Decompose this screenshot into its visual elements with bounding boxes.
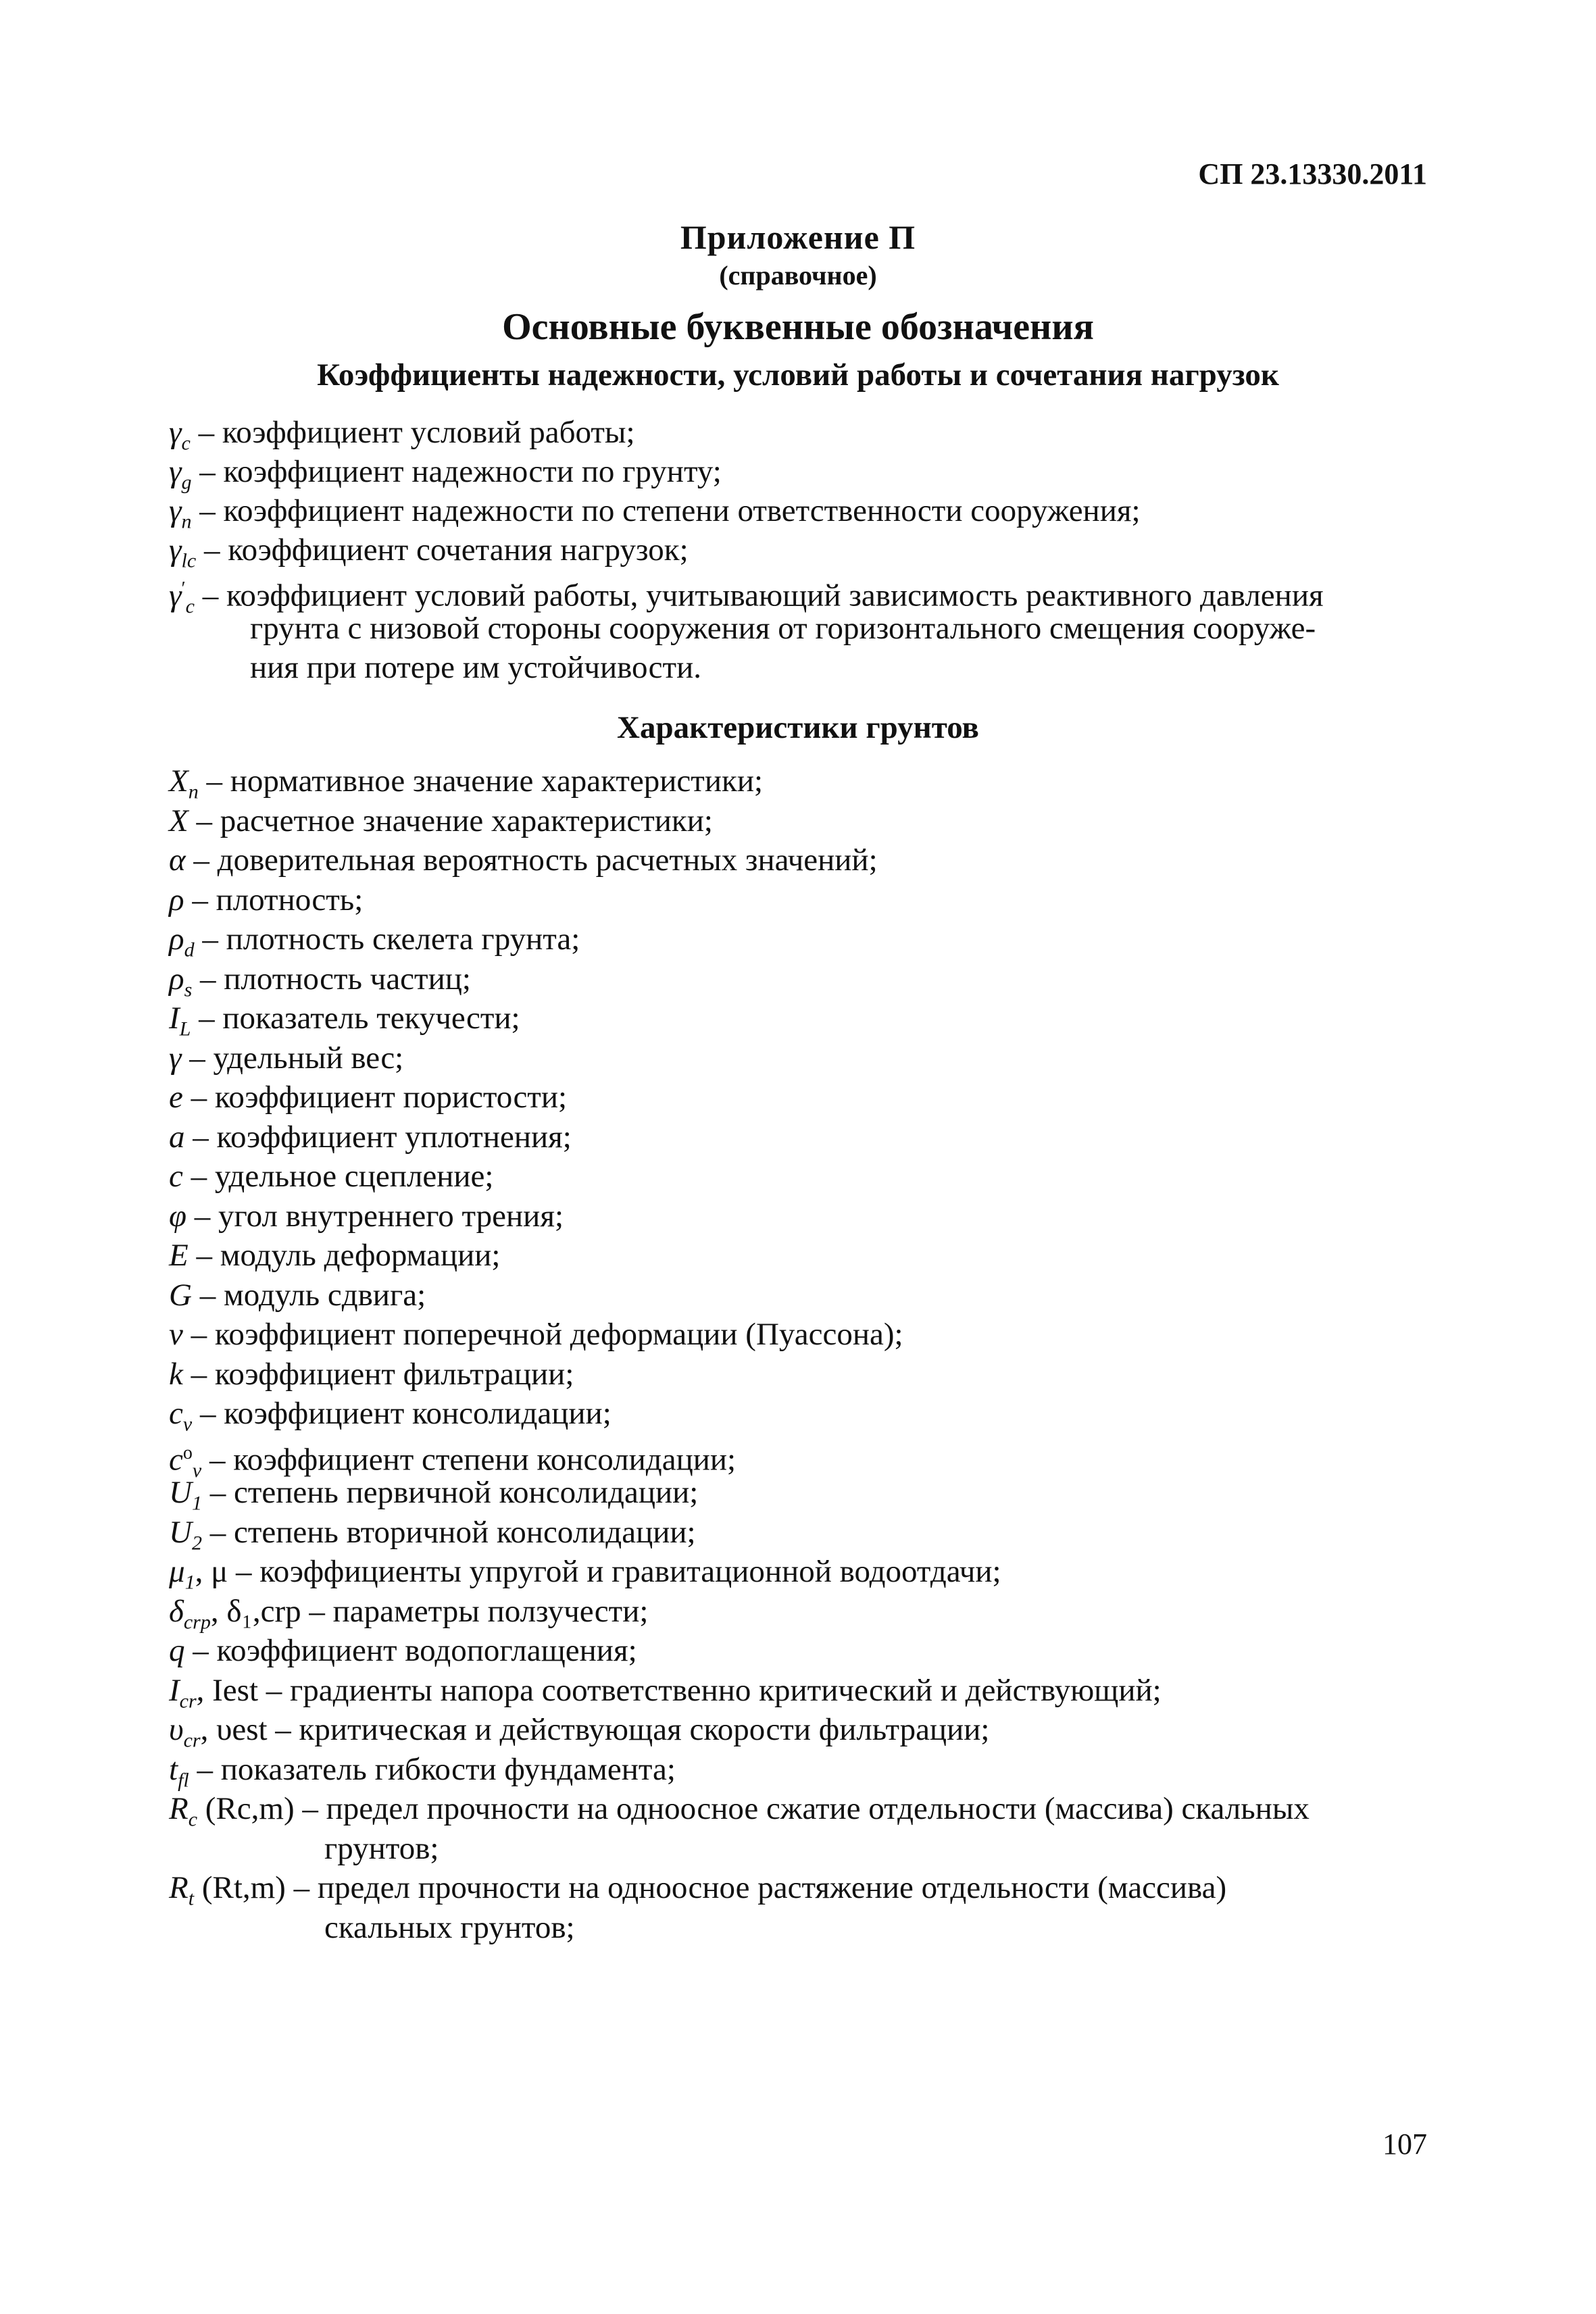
- symbol-subscript: cr: [183, 1729, 201, 1752]
- symbol: γ: [169, 415, 182, 450]
- symbol-subscript: c: [181, 432, 191, 455]
- definition-text: – коэффициент пористости;: [182, 1080, 568, 1115]
- definition-text: – плотность частиц;: [192, 961, 471, 997]
- definition-text: – коэффициент фильтрации;: [182, 1356, 574, 1392]
- symbol: U: [169, 1475, 192, 1510]
- symbol-subscript: t: [188, 1887, 195, 1910]
- symbol: δ: [169, 1593, 184, 1629]
- list-item-continuation: грунта с низовой стороны сооружения от горизонтального смещения сооруже-: [250, 611, 1316, 646]
- symbol: φ: [169, 1198, 187, 1234]
- symbol: X: [169, 763, 189, 799]
- symbol-subscript: lc: [181, 549, 197, 572]
- definition-text: – удельный вес;: [181, 1040, 404, 1076]
- page-number: 107: [1382, 2128, 1427, 2161]
- symbol-superscript: ′: [181, 578, 186, 599]
- symbol: I: [169, 1001, 180, 1036]
- symbol-subscript: c: [185, 595, 195, 618]
- definition-text: – модуль сдвига;: [191, 1277, 426, 1313]
- document-code: СП 23.13330.2011: [1198, 157, 1427, 191]
- definition-text: – коэффициент надежности по степени ответственности сооружения;: [191, 493, 1141, 528]
- list-item-continuation: скальных грунтов;: [324, 1909, 575, 1945]
- definition-text: – показатель гибкости фундамента;: [189, 1751, 676, 1787]
- list-item: [169, 1197, 1426, 1235]
- definition-text: – степень вторичной консолидации;: [201, 1514, 696, 1550]
- symbol: G: [169, 1277, 192, 1313]
- symbol: γ: [169, 1040, 182, 1076]
- symbol-subscript: c: [188, 1808, 198, 1831]
- definition-text: , υest – критическая и действующая скорости фильтрации;: [200, 1712, 990, 1747]
- list-item: [169, 802, 1426, 840]
- symbol: a: [169, 1119, 185, 1155]
- definition-text: – коэффициент поперечной деформации (Пуассона);: [182, 1317, 903, 1352]
- symbol-subscript: v: [192, 1459, 202, 1482]
- symbol: υ: [169, 1712, 184, 1747]
- list-item: [169, 1236, 1426, 1274]
- list-item: [169, 1276, 1426, 1314]
- symbol: γ: [169, 454, 182, 489]
- symbol: ν: [169, 1317, 183, 1352]
- list-item: [169, 1157, 1426, 1195]
- symbol: γ: [169, 532, 182, 568]
- list-item: [169, 881, 1426, 919]
- definition-text: – нормативное значение характеристики;: [198, 763, 764, 799]
- symbol: ρ: [169, 922, 184, 957]
- symbol: c: [169, 1442, 183, 1478]
- symbol-subscript: n: [181, 510, 192, 533]
- symbol: R: [169, 1870, 189, 1905]
- symbol: U: [169, 1514, 192, 1550]
- symbol-subscript: 1: [184, 1571, 195, 1594]
- symbol-subscript: g: [181, 471, 192, 494]
- list-item-continuation: ния при потере им устойчивости.: [250, 650, 701, 685]
- symbol: α: [169, 842, 186, 878]
- symbol-subscript: n: [188, 780, 199, 803]
- symbol-subscript: cr: [179, 1689, 197, 1712]
- symbol: t: [169, 1751, 178, 1787]
- definition-text: – плотность скелета грунта;: [194, 922, 580, 957]
- symbol-subscript: crp: [183, 1610, 211, 1633]
- definition-text: – коэффициент условий работы, учитывающий зависимость реактивного давления: [194, 578, 1324, 613]
- symbol: E: [169, 1238, 189, 1273]
- definition-text: (Rt,m) – предел прочности на одноосное растяжение отдельности (массива): [194, 1870, 1227, 1905]
- symbol-subscript: s: [184, 978, 193, 1001]
- symbol-superscript: o: [182, 1442, 193, 1463]
- symbol: q: [169, 1633, 185, 1668]
- list-item: [169, 1315, 1426, 1353]
- list-item: [169, 1632, 1426, 1669]
- definition-text: – доверительная вероятность расчетных значений;: [185, 842, 878, 878]
- symbol-subscript: 2: [191, 1531, 202, 1554]
- list-item: [169, 1039, 1426, 1077]
- main-title: Основные буквенные обозначения: [502, 306, 1094, 348]
- definition-text: , δ₁,crp – параметры ползучести;: [210, 1593, 649, 1629]
- symbol-subscript: fl: [178, 1768, 189, 1791]
- symbol: γ: [169, 493, 182, 528]
- definition-text: – коэффициент уплотнения;: [184, 1119, 572, 1155]
- list-item: [169, 1078, 1426, 1116]
- symbol: c: [169, 1159, 183, 1194]
- symbol: e: [169, 1080, 183, 1115]
- definition-text: – плотность;: [184, 882, 364, 917]
- definition-text: (Rc,m) – предел прочности на одноосное сжатие отдельности (массива) скальных: [197, 1791, 1310, 1826]
- list-item: [169, 1355, 1426, 1393]
- symbol: R: [169, 1791, 189, 1826]
- definition-text: , μ – коэффициенты упругой и гравитационной водоотдачи;: [195, 1554, 1001, 1589]
- definition-text: – показатель текучести;: [191, 1001, 520, 1036]
- symbol: k: [169, 1356, 183, 1392]
- definition-text: – степень первичной консолидации;: [201, 1475, 699, 1510]
- appendix-title: Приложение П: [680, 218, 916, 256]
- symbol: ρ: [169, 882, 184, 917]
- list-item: [169, 1118, 1426, 1156]
- list-item: [169, 841, 1426, 879]
- list-item-continuation: грунтов;: [324, 1830, 439, 1866]
- definition-text: – коэффициент условий работы;: [190, 415, 635, 450]
- symbol-subscript: L: [179, 1017, 191, 1040]
- symbol: X: [169, 803, 189, 838]
- definition-text: , Iest – градиенты напора соответственно критический и действующий;: [196, 1672, 1162, 1708]
- definition-text: – коэффициент надежности по грунту;: [191, 454, 722, 489]
- symbol-subscript: d: [184, 938, 195, 961]
- definition-text: – расчетное значение характеристики;: [188, 803, 713, 838]
- symbol-subscript: v: [182, 1413, 193, 1436]
- symbol: I: [169, 1672, 180, 1708]
- section-heading-coefficients: Коэффициенты надежности, условий работы и сочетания нагрузок: [317, 357, 1279, 393]
- appendix-note: (справочное): [719, 260, 877, 291]
- symbol: μ: [169, 1554, 185, 1589]
- symbol-subscript: 1: [191, 1492, 202, 1515]
- symbol: γ: [169, 578, 182, 613]
- symbol: ρ: [169, 961, 184, 997]
- section-heading-soil-characteristics: Характеристики грунтов: [617, 710, 979, 745]
- definition-text: – удельное сцепление;: [182, 1159, 494, 1194]
- definition-text: – модуль деформации;: [188, 1238, 501, 1273]
- definition-text: – коэффициент сочетания нагрузок;: [196, 532, 689, 568]
- definition-text: – угол внутреннего трения;: [186, 1198, 564, 1234]
- definition-text: – коэффициент консолидации;: [192, 1396, 612, 1431]
- definition-text: – коэффициент водопоглащения;: [184, 1633, 637, 1668]
- symbol: c: [169, 1396, 183, 1431]
- definition-text: – коэффициент степени консолидации;: [201, 1442, 737, 1478]
